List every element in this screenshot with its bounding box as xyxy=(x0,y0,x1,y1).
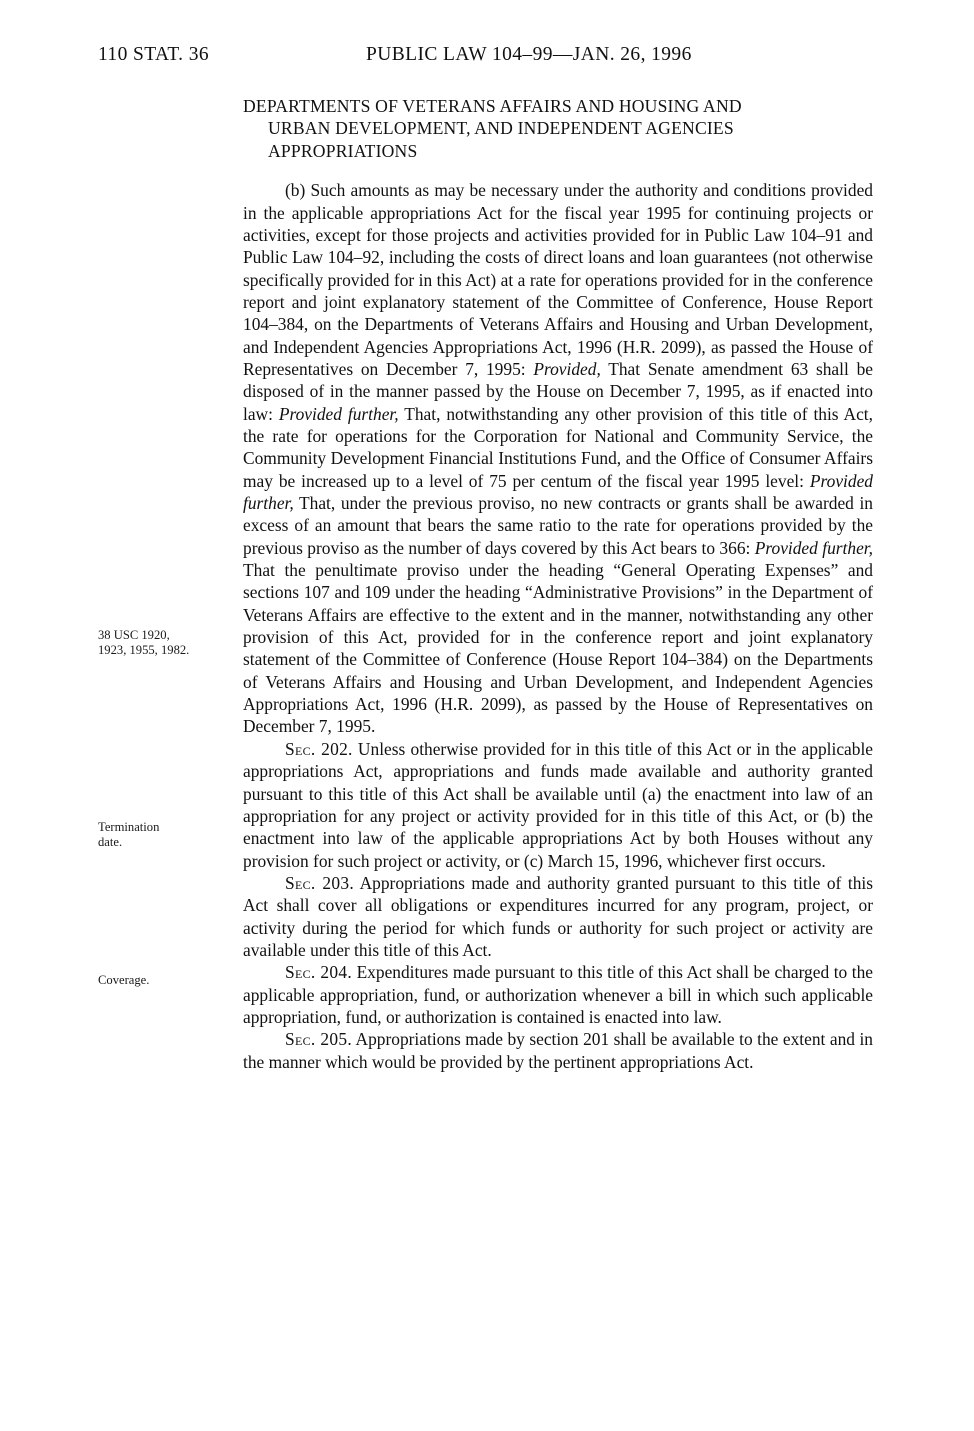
sub-b-cont-1: That Senate amendment 63 shall be disposed of in the manner passed by the House on December 7, 1995, as if enacted into law: xyxy=(243,358,873,424)
act-title-line-1: DEPARTMENTS OF VETERANS AFFAIRS AND HOUSING AND xyxy=(243,96,742,116)
sub-b-cont-3: That, under the previous proviso, no new contracts or grants shall be awarded in excess of an amount that bears the same ratio to the rate for operations provided by the previous proviso as the number of days covered by this Act bears to 366: xyxy=(243,493,873,558)
running-head xyxy=(0,44,974,70)
sec-203-text: Appropriations made and authority granted pursuant to this title of this Act shall cover all obligations or expenditures incurred for any program, project, or activity during the period for which funds or authority for such project or activity are available under this title of this Act. xyxy=(243,872,873,960)
sec-203-label: Sec. 203. xyxy=(285,872,355,893)
body-column xyxy=(243,95,873,1073)
sub-b-cont-2: That, notwithstanding any other provision of this title of this Act, the rate for operations for the Corporation for National and Community Service, the Community Development Financial Institutions Fund, and the Office of Consumer Affairs may be increased up to a level of 75 per centum of the fiscal year 1995 level: xyxy=(243,403,873,491)
paragraph-subsection-b xyxy=(243,179,873,738)
sub-b-cont-4: That the penultimate proviso under the heading “General Operating Expenses” and sections 107 and 109 under the heading “Administrative Provisions” in the Department of Veterans Affairs are effective to the extent and in the manner, notwithstanding any other provision of this Act, provided for in the conference report and joint explanatory statement of the Committee of Conference (House Report 104–384) on the Departments of Veterans Affairs and Housing and Urban Development, and Independent Agencies Appropriations Act, 1996 (H.R. 2099), as passed by the House of Representatives on December 7, 1995. xyxy=(243,560,873,737)
marginal-note-line: Termination xyxy=(98,820,160,834)
sec-205-label: Sec. 205. xyxy=(285,1029,352,1050)
marginal-note-line: Coverage. xyxy=(98,973,150,987)
stat-citation: 110 STAT. 36 xyxy=(98,44,210,65)
marginal-note-termination xyxy=(98,820,238,850)
sec-205-text: Appropriations made by section 201 shall be available to the extent and in the manner which would be provided by the pertinent appropriations Act. xyxy=(243,1029,873,1072)
sec-204-text: Expenditures made pursuant to this title of this Act shall be charged to the applicable appropriation, fund, or authorization whenever a bill in which such applicable appropriation, fund, or authorization is contained is enacted into law. xyxy=(243,962,874,1027)
act-title-line-3: APPROPRIATIONS xyxy=(268,140,418,161)
marginal-note-coverage xyxy=(98,973,238,988)
act-title-line-2: URBAN DEVELOPMENT, AND INDEPENDENT AGENCIES xyxy=(268,118,734,139)
proviso-2: Provided further, xyxy=(278,403,399,424)
sub-b-text: (b) Such amounts as may be necessary under the authority and conditions provided in the applicable appropriations Act for the fiscal year 1995 for continuing projects or activities, except for those projects and activities provided for in Public Law 104–91 and Public Law 104–92, including the costs of direct loans and loan guarantees (not otherwise specifically provided for in this Act) at a rate for operations provided for in the conference report and joint explanatory statement of the Committee of Conference, House Report 104–384, on the Departments of Veterans Affairs and Housing and Urban Development, and Independent Agencies Appropriations Act, 1996 (H.R. 2099), as passed the House of Representatives on December 7, 1995: xyxy=(243,180,873,379)
marginal-note-usc xyxy=(98,628,238,658)
marginal-note-line: 38 USC 1920, xyxy=(98,628,170,642)
act-title-block xyxy=(243,95,873,162)
sec-202-text: Unless otherwise provided for in this title of this Act or in the applicable appropriations Act, appropriations and funds made available and authority granted pursuant to this title of this Act shall be available until (a) the enactment into law of an appropriation for any project or activity provided for in this title of this Act, or (b) the enactment into law of the applicable appropriations Act by both Houses without any provision for such project or activity, or (c) March 15, 1996, whichever first occurs. xyxy=(243,738,874,871)
paragraph-sec-205 xyxy=(243,1028,873,1073)
proviso-4: Provided further, xyxy=(754,537,873,558)
marginal-note-line: date. xyxy=(98,835,123,849)
proviso-1: Provided, xyxy=(533,358,601,379)
public-law-citation: PUBLIC LAW 104–99—JAN. 26, 1996 xyxy=(366,44,692,65)
paragraph-sec-204 xyxy=(243,961,873,1028)
paragraph-sec-203 xyxy=(243,872,873,961)
sec-202-label: Sec. 202. xyxy=(285,738,353,759)
proviso-3: Provided further, xyxy=(243,470,873,514)
marginal-note-line: 1923, 1955, 1982. xyxy=(98,643,190,657)
paragraph-sec-202 xyxy=(243,738,873,872)
sec-204-label: Sec. 204. xyxy=(285,962,353,983)
